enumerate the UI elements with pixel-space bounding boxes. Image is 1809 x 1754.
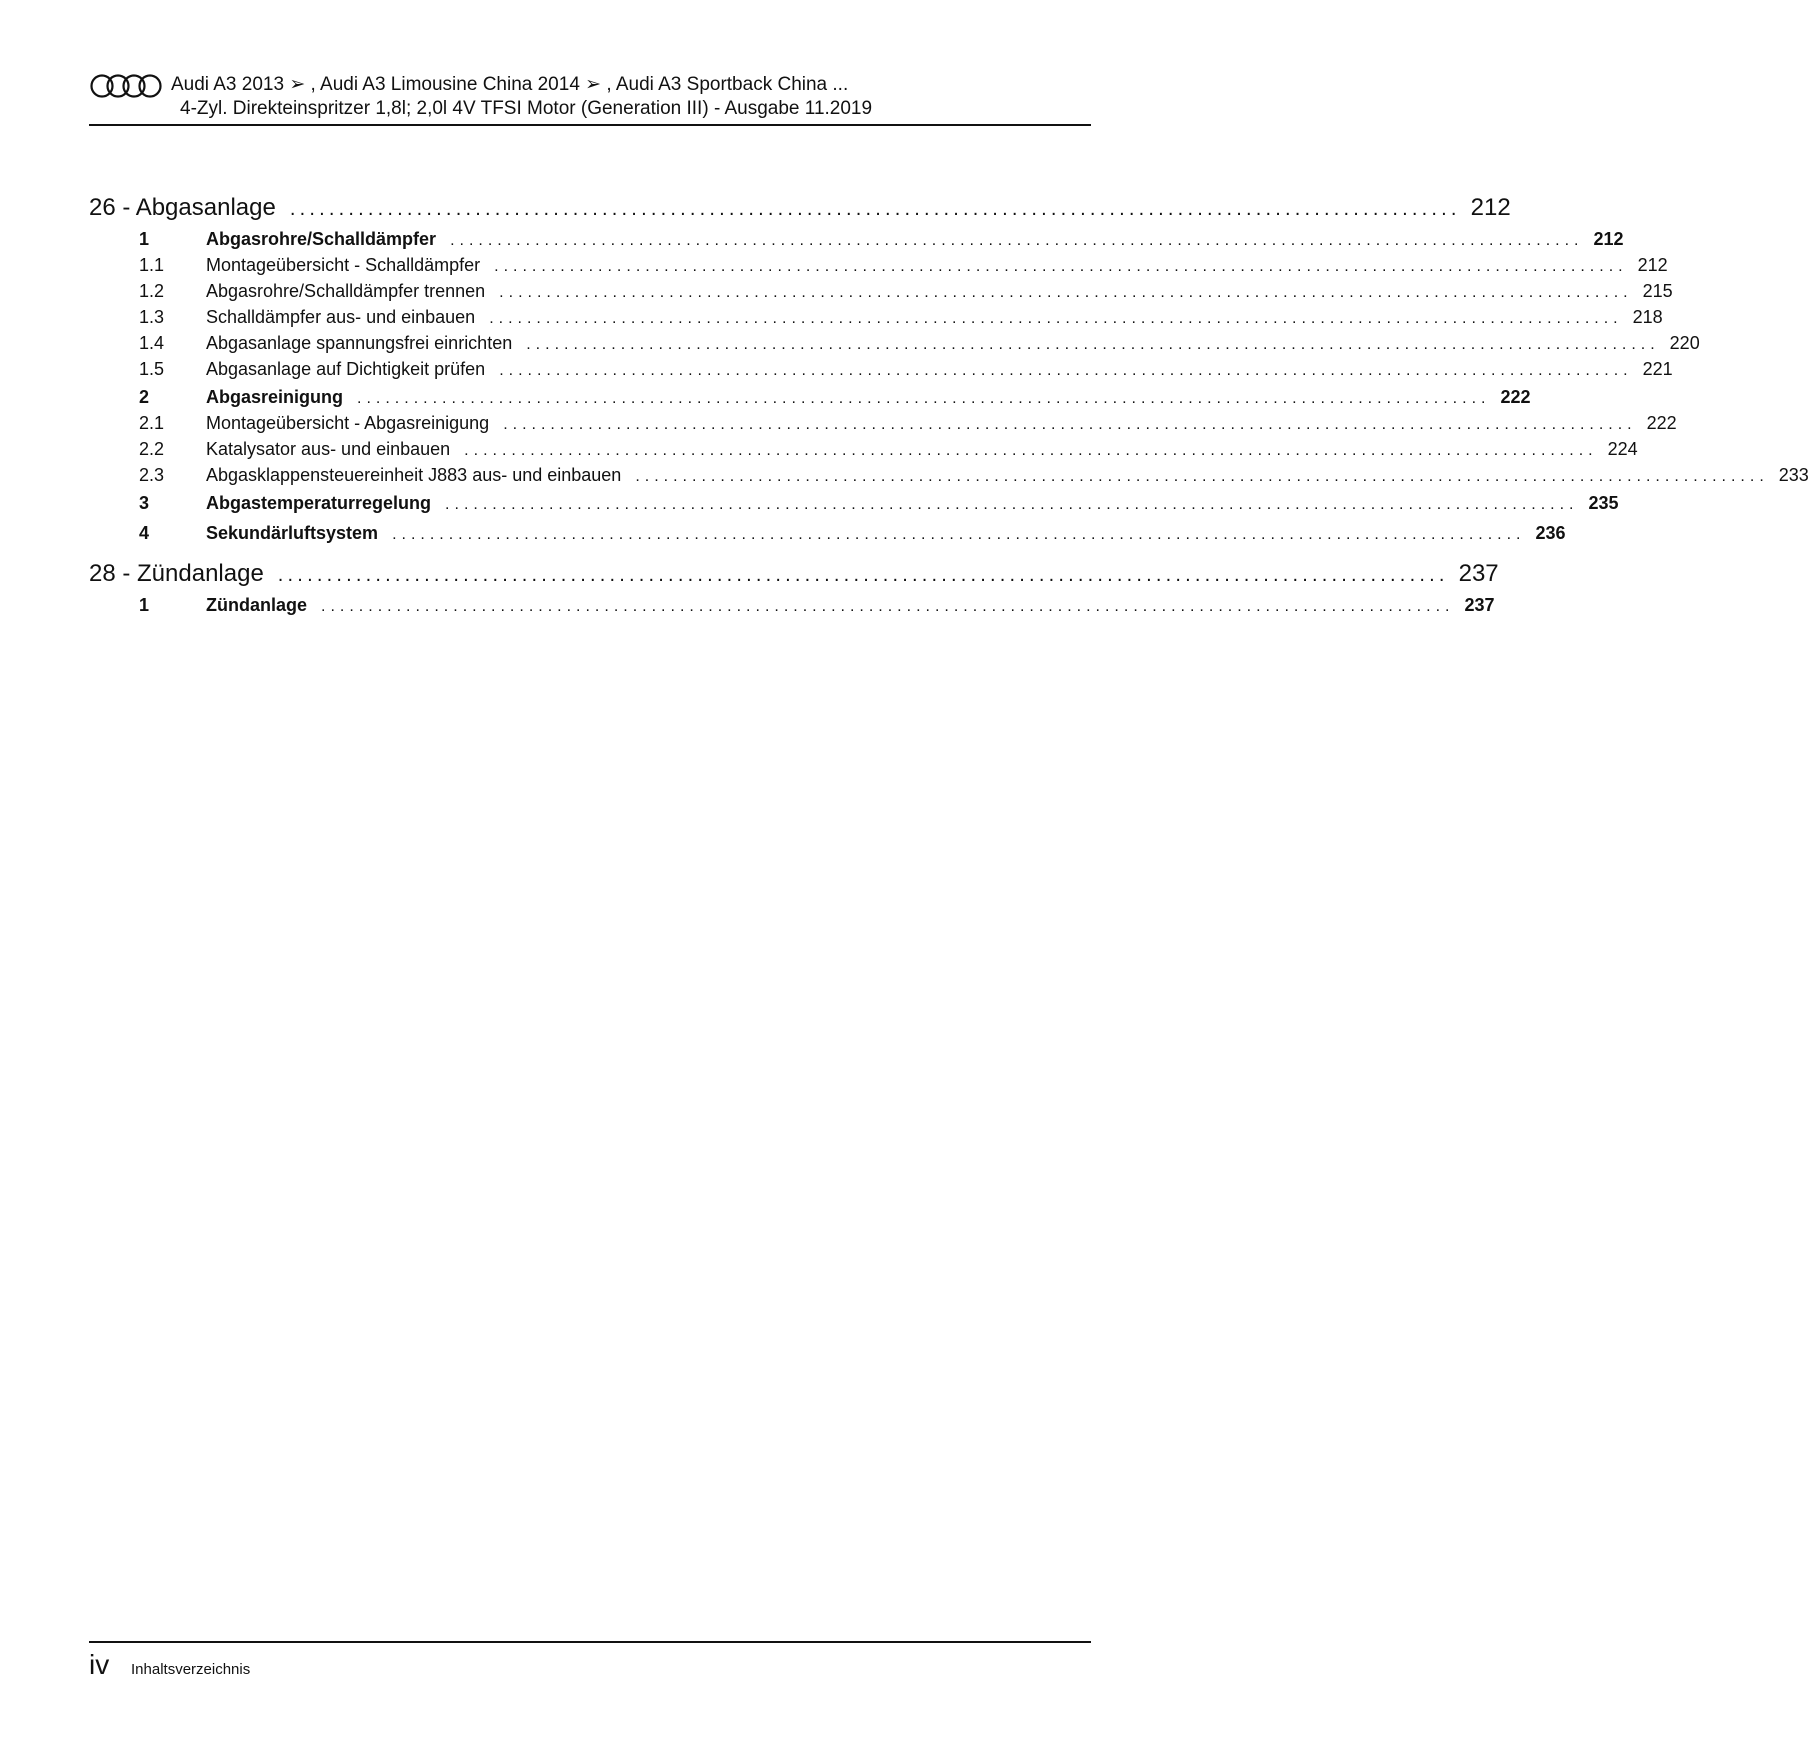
toc-page-number: 224 [1607, 439, 1638, 459]
toc-section-number: 1 [139, 595, 150, 615]
toc-section-label: Montageübersicht - Schalldämpfer [206, 255, 481, 275]
toc-page-number: 236 [1535, 523, 1566, 543]
toc-subsection-2-3[interactable] [89, 462, 1809, 488]
leader-dots: ........................................................................................................................ [635, 468, 1769, 485]
toc-page-number: 233 [1778, 465, 1809, 485]
toc-subsection-1-2[interactable] [89, 278, 1673, 304]
leader-dots: ........................................................................................................................ [526, 336, 1660, 353]
toc-section-number: 1.5 [139, 359, 165, 379]
toc-section-1[interactable] [89, 226, 1624, 252]
toc-chapter-26[interactable] [89, 190, 1511, 226]
toc-section-number: 1.1 [139, 255, 165, 275]
toc-section-label: Abgastemperaturregelung [206, 493, 432, 513]
toc-page-number: 237 [1458, 560, 1499, 587]
toc-subsection-2-2[interactable] [89, 436, 1638, 462]
toc-page-number: 237 [1464, 595, 1495, 615]
toc-section-number: 1 [139, 229, 150, 249]
toc-chapter-label: 26 - Abgasanlage [89, 194, 276, 221]
leader-dots: ........................................................................................................................ [494, 258, 1628, 275]
leader-dots: ........................................................................................................................ [289, 198, 1461, 220]
toc-section-3[interactable] [89, 490, 1619, 516]
table-of-contents [89, 190, 1809, 618]
toc-page-number: 235 [1588, 493, 1619, 513]
toc-section-number: 2 [139, 387, 150, 407]
toc-section-label: Sekundärluftsystem [206, 523, 379, 543]
page-header [89, 70, 1091, 126]
leader-dots: ........................................................................................................................ [445, 496, 1579, 513]
toc-section-number: 2.3 [139, 465, 165, 485]
toc-section-2[interactable] [89, 384, 1531, 410]
toc-subsection-1-1[interactable] [89, 252, 1668, 278]
toc-page-number: 212 [1470, 194, 1511, 221]
leader-dots: ........................................................................................................................ [499, 362, 1633, 379]
toc-section-label: Abgasreinigung [206, 387, 344, 407]
leader-dots: ........................................................................................................................ [499, 284, 1633, 301]
audi-rings-icon [89, 73, 163, 99]
toc-section-number: 1.4 [139, 333, 165, 353]
toc-chapter-28[interactable] [89, 556, 1499, 592]
footer-page-number: iv [89, 1649, 110, 1680]
toc-section-label: Abgasrohre/Schalldämpfer [206, 229, 437, 249]
toc-section-label: Abgasklappensteuereinheit J883 aus- und einbauen [206, 465, 622, 485]
toc-subsection-1-5[interactable] [89, 356, 1673, 382]
toc-section-number: 1.3 [139, 307, 165, 327]
leader-dots: ........................................................................................................................ [450, 232, 1584, 249]
toc-section-label: Katalysator aus- und einbauen [206, 439, 451, 459]
leader-dots: ........................................................................................................................ [357, 390, 1491, 407]
toc-page-number: 212 [1593, 229, 1624, 249]
toc-chapter-label: 28 - Zündanlage [89, 560, 264, 587]
toc-section-label: Abgasanlage auf Dichtigkeit prüfen [206, 359, 486, 379]
header-title-line1: Audi A3 2013 ➢ , Audi A3 Limousine China 2014 ➢ , Audi A3 Sportback China ... [171, 74, 849, 95]
toc-section-label: Abgasanlage spannungsfrei einrichten [206, 333, 513, 353]
toc-section-label: Abgasrohre/Schalldämpfer trennen [206, 281, 486, 301]
page-footer [89, 1641, 1091, 1683]
leader-dots: ........................................................................................................................ [489, 310, 1623, 327]
toc-subsection-1-3[interactable] [89, 304, 1663, 330]
footer-title: Inhaltsverzeichnis [131, 1661, 251, 1678]
toc-section-number: 2.1 [139, 413, 165, 433]
toc-page-number: 222 [1500, 387, 1531, 407]
toc-page-number: 212 [1637, 255, 1668, 275]
toc-page-number: 218 [1632, 307, 1663, 327]
toc-section-4[interactable] [89, 520, 1566, 546]
toc-section-label: Schalldämpfer aus- und einbauen [206, 307, 476, 327]
leader-dots: ........................................................................................................................ [464, 442, 1598, 459]
toc-page-number: 215 [1642, 281, 1673, 301]
toc-subsection-1-4[interactable] [89, 330, 1700, 356]
toc-page-number: 221 [1642, 359, 1673, 379]
leader-dots: ........................................................................................................................ [321, 598, 1455, 615]
toc-page-number: 220 [1669, 333, 1700, 353]
leader-dots: ........................................................................................................................ [277, 564, 1449, 586]
toc-section-number: 4 [139, 523, 150, 543]
header-title-line2: 4-Zyl. Direkteinspritzer 1,8l; 2,0l 4V TFSI Motor (Generation III) - Ausgabe 11.2019 [180, 98, 873, 119]
toc-section-label: Zündanlage [206, 595, 308, 615]
toc-section-number: 3 [139, 493, 150, 513]
leader-dots: ........................................................................................................................ [503, 416, 1637, 433]
toc-section-number: 1.2 [139, 281, 165, 301]
toc-page-number: 222 [1646, 413, 1677, 433]
toc-subsection-2-1[interactable] [89, 410, 1677, 436]
toc-section-28-1[interactable] [89, 592, 1495, 618]
toc-section-label: Montageübersicht - Abgasreinigung [206, 413, 490, 433]
toc-section-number: 2.2 [139, 439, 165, 459]
leader-dots: ........................................................................................................................ [392, 526, 1526, 543]
